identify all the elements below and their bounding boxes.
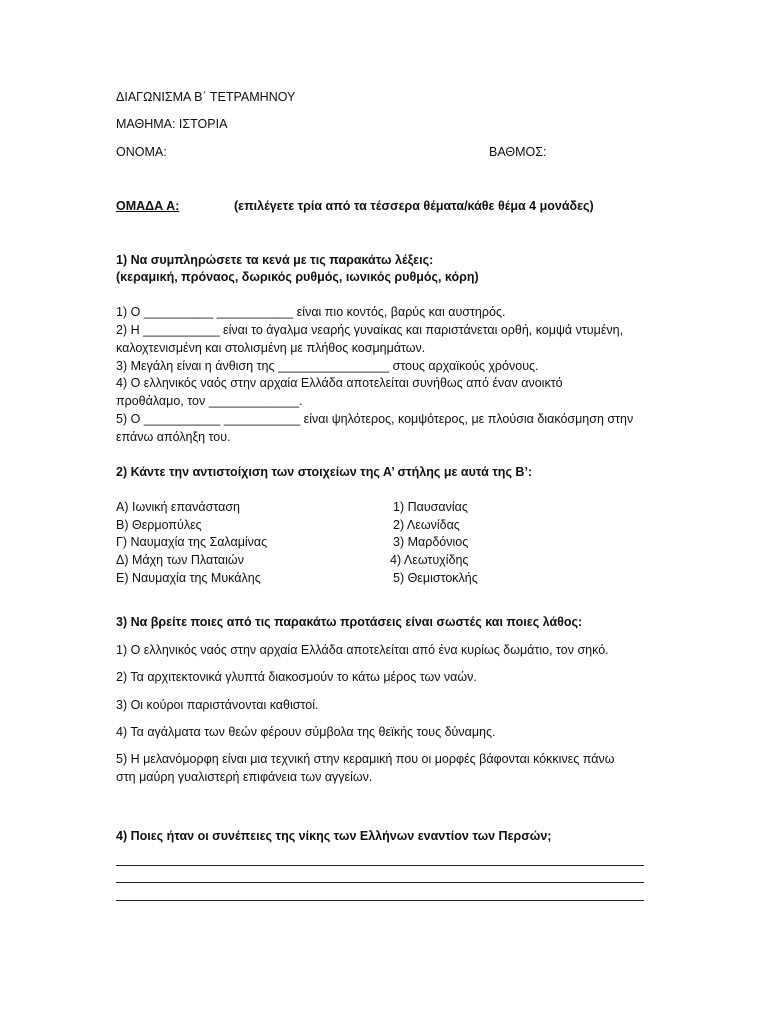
q2-right-item: 4) Λεωτυχίδης — [390, 553, 469, 567]
q2-right-item: 5) Θεμιστοκλής — [393, 571, 478, 585]
answer-line — [116, 900, 644, 901]
q1-line: προθάλαμο, τον _____________. — [116, 394, 303, 408]
grade-label: ΒΑΘΜΟΣ: — [489, 145, 547, 159]
q1-line: 3) Μεγάλη είναι η άνθιση της ________________ στους αρχαϊκούς χρόνους. — [116, 359, 539, 373]
q2-left-item: Ε) Ναυμαχία της Μυκάλης — [116, 571, 261, 585]
q2-left-item: Β) Θερμοπύλες — [116, 518, 202, 532]
q1-line: καλοχτενισμένη και στολισμένη με πλήθος κοσμημάτων. — [116, 341, 426, 355]
q1-title: 1) Να συμπληρώσετε τα κενά με τις παρακάτω λέξεις: — [116, 253, 434, 267]
q3-statement: στη μαύρη γυαλιστερή επιφάνεια των αγγείων. — [116, 770, 373, 784]
q1-word-list: (κεραμική, πρόναος, δωρικός ρυθμός, ιωνικός ρυθμός, κόρη) — [116, 270, 479, 284]
q3-statement: 1) Ο ελληνικός ναός στην αρχαία Ελλάδα αποτελείται από ένα κυρίως δωμάτιο, τον σηκό. — [116, 643, 609, 657]
answer-line — [116, 882, 644, 883]
q1-line: 1) Ο __________ ___________ είναι πιο κοντός, βαρύς και αυστηρός. — [116, 305, 506, 319]
name-label: ΟΝΟΜΑ: — [116, 145, 167, 159]
group-label: ΟΜΑΔΑ Α: — [116, 199, 180, 213]
q2-right-item: 1) Παυσανίας — [393, 500, 468, 514]
group-instructions: (επιλέγετε τρία από τα τέσσερα θέματα/κάθε θέμα 4 μονάδες) — [234, 199, 594, 213]
q1-line: 5) Ο ___________ ___________ είναι ψηλότερος, κομψότερος, με πλούσια διακόσμηση στην — [116, 412, 634, 426]
subject-label: ΜΑΘΗΜΑ: ΙΣΤΟΡΙΑ — [116, 117, 228, 131]
q2-right-item: 2) Λεωνίδας — [393, 518, 460, 532]
q1-line: 2) Η ___________ είναι το άγαλμα νεαρής γυναίκας και παριστάνεται ορθή, κομψά ντυμένη, — [116, 323, 624, 337]
exam-title: ΔΙΑΓΩΝΙΣΜΑ Β΄ ΤΕΤΡΑΜΗΝΟΥ — [116, 90, 296, 104]
q3-statement: 3) Οι κούροι παριστάνονται καθιστοί. — [116, 698, 319, 712]
q1-line: επάνω απόληξη του. — [116, 430, 231, 444]
q2-title: 2) Κάντε την αντιστοίχιση των στοιχείων της Α’ στήλης με αυτά της Β’: — [116, 465, 533, 479]
q3-statement: 5) Η μελανόμορφη είναι μια τεχνική στην κεραμική που οι μορφές βάφονται κόκκινες πάνω — [116, 752, 615, 766]
answer-line — [116, 865, 644, 866]
q4-title: 4) Ποιες ήταν οι συνέπειες της νίκης των Ελλήνων εναντίον των Περσών; — [116, 829, 552, 843]
q2-left-item: Γ) Ναυμαχία της Σαλαμίνας — [116, 535, 268, 549]
q3-statement: 4) Τα αγάλματα των θεών φέρουν σύμβολα της θεϊκής τους δύναμης. — [116, 725, 496, 739]
q3-statement: 2) Τα αρχιτεκτονικά γλυπτά διακοσμούν το κάτω μέρος των ναών. — [116, 670, 477, 684]
q2-right-item: 3) Μαρδόνιος — [393, 535, 469, 549]
q3-title: 3) Να βρείτε ποιες από τις παρακάτω προτάσεις είναι σωστές και ποιες λάθος: — [116, 615, 583, 629]
q2-left-item: Δ) Μάχη των Πλαταιών — [116, 553, 244, 567]
q2-left-item: Α) Ιωνική επανάσταση — [116, 500, 240, 514]
q1-line: 4) Ο ελληνικός ναός στην αρχαία Ελλάδα αποτελείται συνήθως από έναν ανοικτό — [116, 376, 563, 390]
